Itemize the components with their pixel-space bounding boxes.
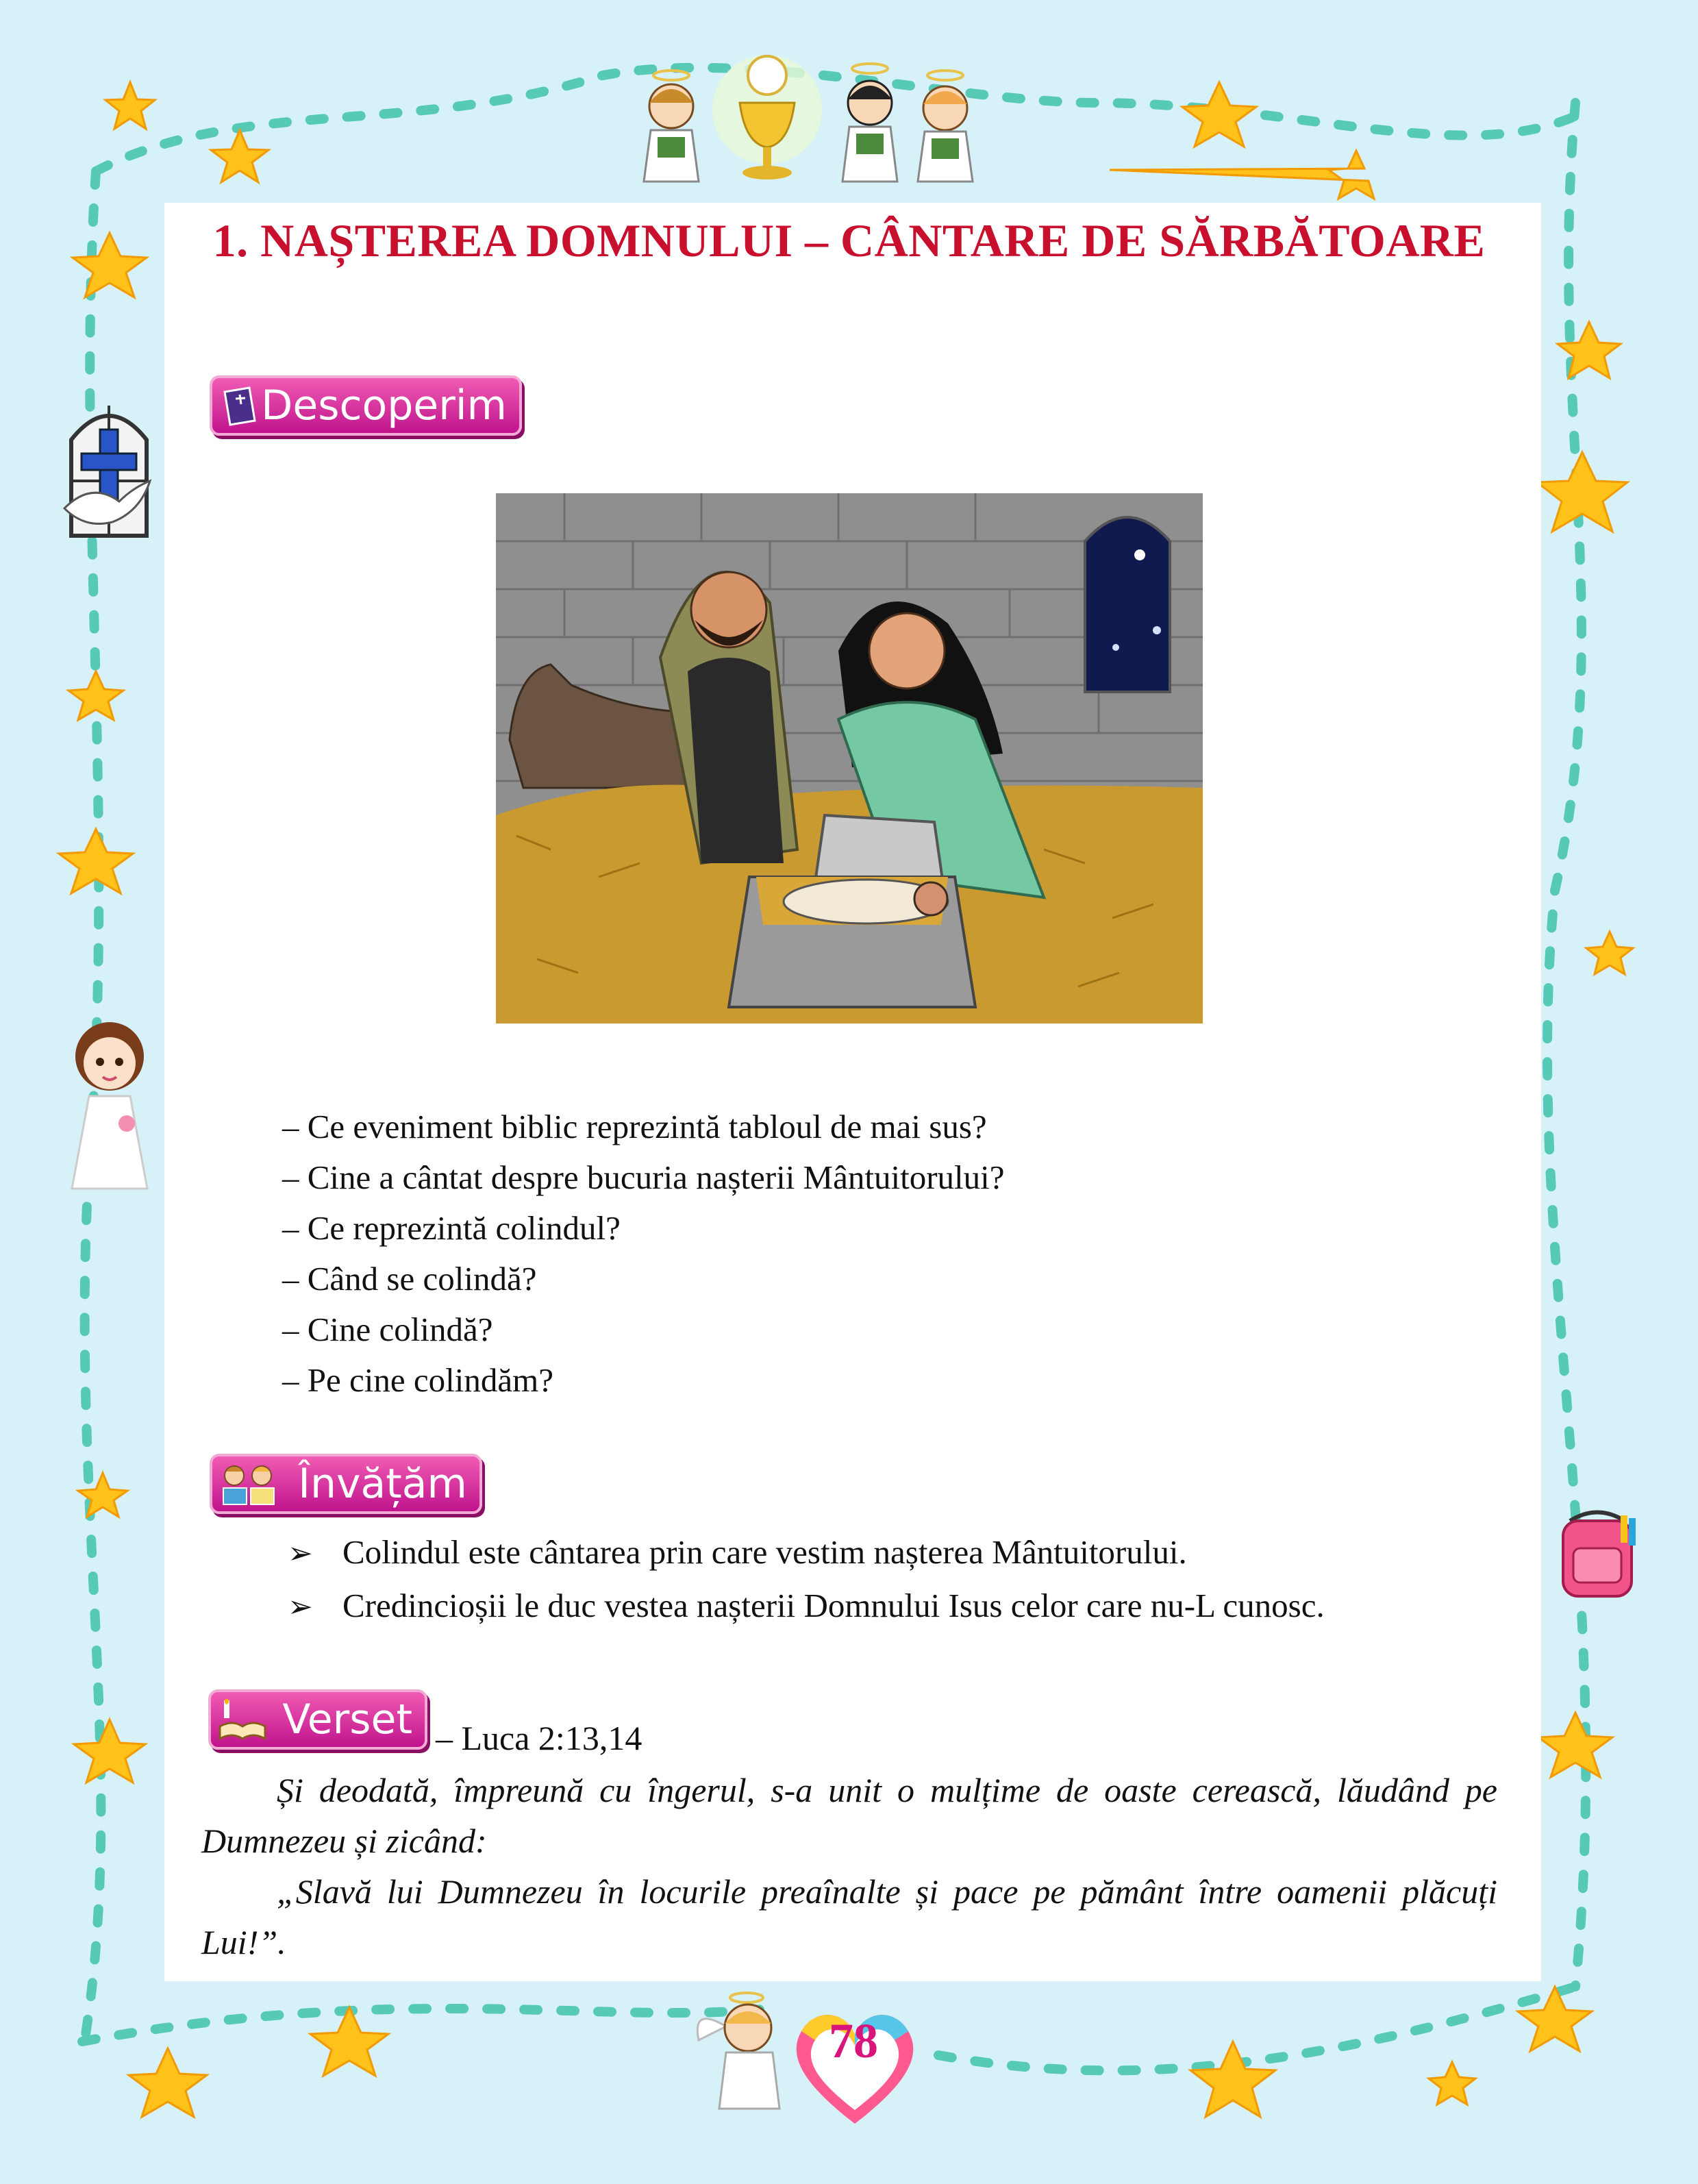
star-icon: [211, 130, 269, 182]
verse-paragraph: Și deodată, împreună cu îngerul, s-a unit o mulțime de oaste cerească, lăudând pe Dumnezeu și zicând:: [201, 1771, 1497, 1860]
star-icon: [1182, 82, 1256, 147]
page-title: 1. NAȘTEREA DOMNULUI – CÂNTARE DE SĂRBĂTOARE: [212, 214, 1486, 266]
verse-reference: – Luca 2:13,14: [436, 1719, 642, 1757]
verse-paragraph: „Slavă lui Dumnezeu în locurile preaînalte și pace pe pământ între oamenii plăcuți Lui!”.: [201, 1872, 1497, 1961]
discover-label: Descoperim: [261, 382, 507, 430]
learn-item: [288, 1580, 1325, 1633]
nativity-illustration: [496, 493, 1203, 1023]
question-item: – Ce reprezintă colindul?: [282, 1209, 621, 1247]
angel-icon: [644, 71, 699, 182]
discover-badge: [210, 375, 522, 436]
girl-icon: [62, 1014, 158, 1192]
star-icon: [1110, 151, 1374, 199]
angel-icon: [842, 64, 897, 182]
arrow-bullet-icon: ➢: [288, 1589, 313, 1624]
star-icon: [74, 1720, 145, 1783]
children-reading-icon: [219, 1463, 281, 1506]
learn-item-text: Colindul este cântarea prin care vestim nașterea Mântuitorului.: [342, 1533, 1187, 1571]
star-icon: [1586, 932, 1633, 974]
learn-list: [288, 1526, 1325, 1633]
star-icon: [310, 2007, 388, 2076]
backpack-icon: [1549, 1507, 1645, 1603]
question-item: – Cine colindă?: [282, 1311, 493, 1348]
top-decoration: [630, 48, 986, 192]
angel-icon: [692, 1985, 795, 2115]
learn-badge: [210, 1454, 482, 1514]
verse-badge: [208, 1689, 427, 1750]
star-icon: [129, 2048, 207, 2117]
question-item: – Ce eveniment biblic reprezintă tabloul de mai sus?: [282, 1108, 987, 1145]
stained-glass-cross-icon: [58, 392, 160, 543]
star-icon: [1538, 1713, 1612, 1777]
star-icon: [68, 671, 123, 720]
open-book-candle-icon: [218, 1699, 267, 1741]
question-item: – Pe cine colindăm?: [282, 1361, 553, 1399]
question-item: – Când se colindă?: [282, 1260, 537, 1298]
learn-label: Învățăm: [298, 1460, 467, 1508]
star-icon: [1190, 2042, 1275, 2117]
discover-questions: [282, 1102, 1005, 1406]
learn-item: [288, 1526, 1325, 1580]
question-item: – Cine a cântat despre bucuria nașterii Mântuitorului?: [282, 1158, 1005, 1196]
verse-text: [201, 1765, 1497, 1968]
verse-label: Verset: [282, 1696, 412, 1744]
bible-icon: [219, 385, 260, 427]
star-icon: [1429, 2062, 1475, 2105]
learn-item-text: Credincioșii le duc vestea nașterii Domnului Isus celor care nu-L cunosc.: [342, 1587, 1325, 1624]
star-icon: [105, 82, 155, 129]
chalice-icon: [712, 55, 822, 179]
page-number: 78: [829, 2013, 878, 2068]
arrow-bullet-icon: ➢: [288, 1536, 313, 1571]
angel-icon: [918, 71, 973, 182]
